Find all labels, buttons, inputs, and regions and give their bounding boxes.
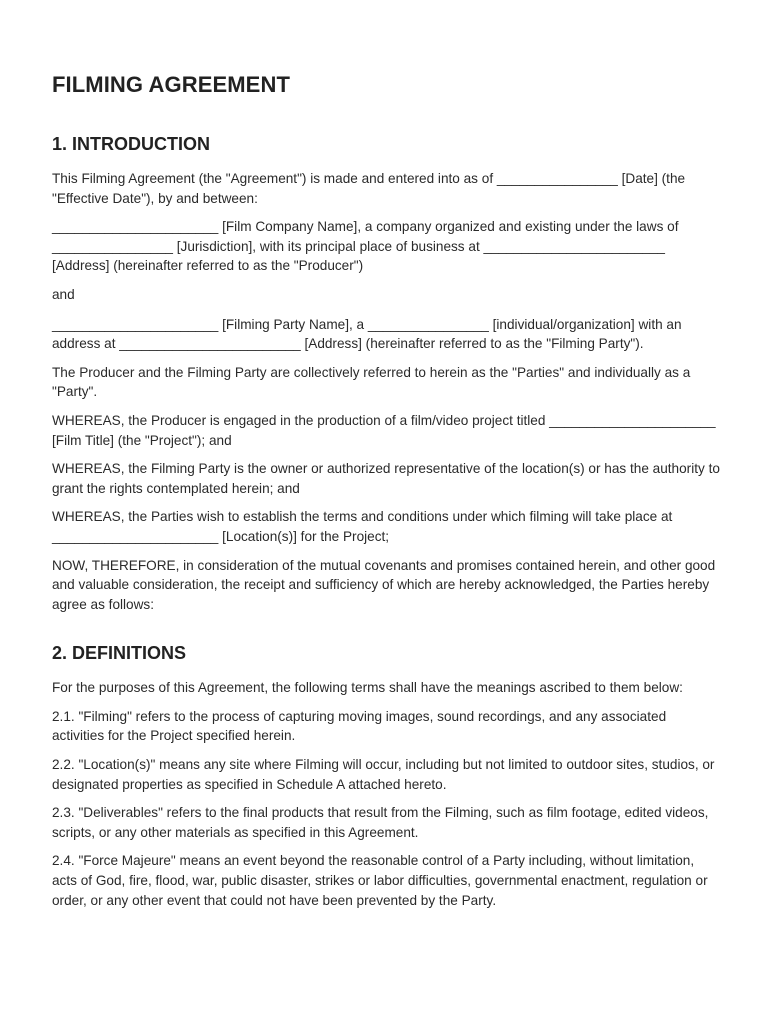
document-title: FILMING AGREEMENT [52,72,290,97]
section-heading-introduction: 1. INTRODUCTION [52,134,211,154]
and-paragraph: and [52,286,75,302]
producer-paragraph: ______________________ [Film Company Name], a company organized and existing under the laws of ________________ [Jurisdiction], with its principal place of business at ________________________ [Address] (hereinafter referred to as the "Producer") [52,219,679,274]
definition-deliverables: 2.3. "Deliverables" refers to the final products that result from the Filming, such as film footage, edited videos, scripts, or any other materials as specified in this Agreement. [52,805,709,840]
definition-locations: 2.2. "Location(s)" means any site where Filming will occur, including but not limited to outdoor sites, studios, or designated properties as specified in Schedule A attached hereto. [52,757,715,792]
definition-filming: 2.1. "Filming" refers to the process of capturing moving images, sound recordings, and any associated activities for the Project specified herein. [52,708,667,744]
whereas-producer-paragraph: WHEREAS, the Producer is engaged in the production of a film/video project titled ______________________ [Film Title] (the "Project"); and [52,412,716,448]
filming-party-paragraph: ______________________ [Filming Party Name], a ________________ [individual/organization] with an address at ________________________ [Address] (hereinafter referred to as the "Filming Party"). [52,316,682,352]
whereas-parties-paragraph: WHEREAS, the Parties wish to establish the terms and conditions under which filming will take place at ______________________ [Location(s)] for the Project; [52,509,673,544]
definition-force-majeure: 2.4. "Force Majeure" means an event beyond the reasonable control of a Party including, without limitation, acts of God, fire, flood, war, public disaster, strikes or labor difficulties, governmental enactment, regulation or order, or any other event that could not have been prevented by the Party. [52,853,708,908]
parties-paragraph: The Producer and the Filming Party are collectively referred to herein as the "Parties" and individually as a "Party". [52,364,691,400]
intro-paragraph: This Filming Agreement (the "Agreement") is made and entered into as of ________________ [Date] (the "Effective Date"), by and between: [52,171,686,206]
now-therefore-paragraph: NOW, THEREFORE, in consideration of the mutual covenants and promises contained herein, and other good and valuable consideration, the receipt and sufficiency of which are hereby acknowledged, the Parties hereby agree as follows: [52,557,716,612]
definitions-intro-paragraph: For the purposes of this Agreement, the following terms shall have the meanings ascribed to them below: [52,680,683,696]
whereas-filming-party-paragraph: WHEREAS, the Filming Party is the owner or authorized representative of the location(s) or has the authority to grant the rights contemplated herein; and [52,461,720,496]
section-heading-definitions: 2. DEFINITIONS [52,643,187,664]
